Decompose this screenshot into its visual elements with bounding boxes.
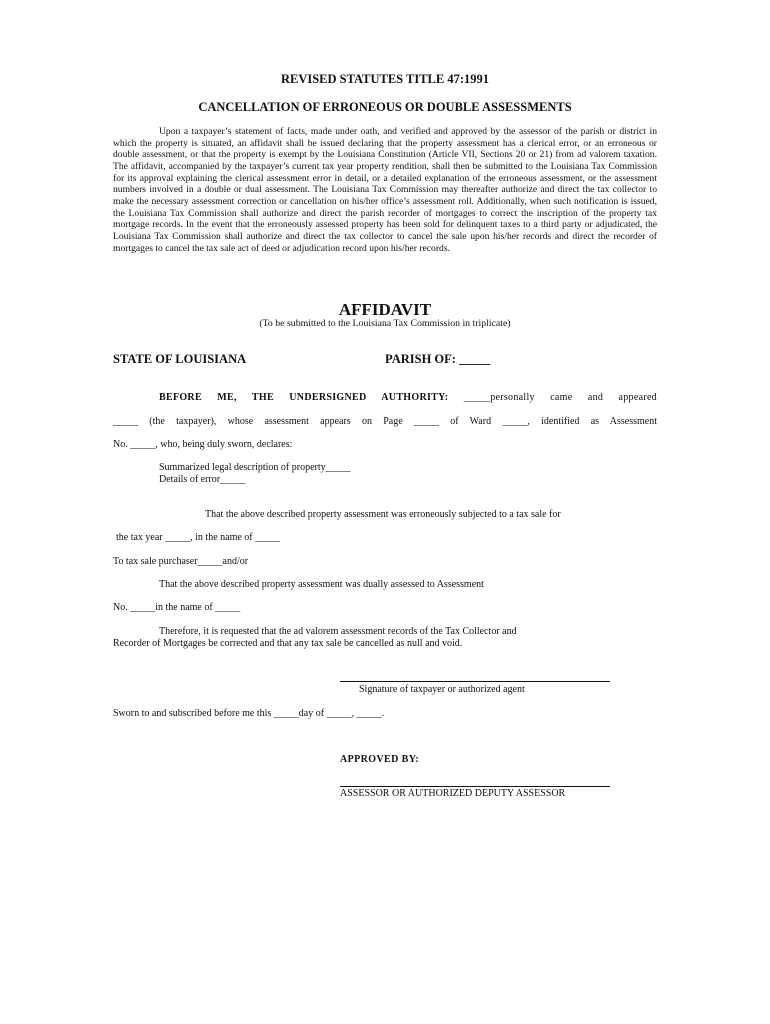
document-subtitle: CANCELLATION OF ERRONEOUS OR DOUBLE ASSESSMENTS <box>198 100 572 114</box>
dual-assessment-no-line: No. _____in the name of _____ <box>113 602 241 613</box>
assessor-signature-line <box>340 786 610 787</box>
affidavit-subtitle: (To be submitted to the Louisiana Tax Commission in triplicate) <box>259 318 511 329</box>
approved-by-label: APPROVED BY: <box>340 754 420 765</box>
before-me-authority: BEFORE ME, THE UNDERSIGNED AUTHORITY: <box>159 392 449 403</box>
sworn-line: Sworn to and subscribed before me this _____day of _____, _____. <box>113 708 385 719</box>
tax-year-line: the tax year _____, in the name of _____ <box>116 532 281 543</box>
taxpayer-signature-label: Signature of taxpayer or authorized agent <box>359 684 525 695</box>
before-me-appeared: _____personally came and appeared <box>448 392 657 403</box>
affidavit-title: AFFIDAVIT <box>338 300 432 319</box>
details-of-error-line: Details of error_____ <box>159 474 246 485</box>
document-title: REVISED STATUTES TITLE 47:1991 <box>280 72 490 86</box>
before-me-line <box>159 392 657 403</box>
no-line: No. _____, who, being duly sworn, declares: <box>113 439 293 450</box>
parish-label: PARISH OF: _____ <box>385 352 491 366</box>
assessor-signature-label: ASSESSOR OR AUTHORIZED DEPUTY ASSESSOR <box>340 788 566 799</box>
tax-sale-line: That the above described property assessment was erroneously subjected to a tax sale for <box>205 509 561 520</box>
intro-paragraph: Upon a taxpayer’s statement of facts, made under oath, and verified and approved by the assessor of the parish or district in which the property is situated, an affidavit shall be issued declaring that the property assessment has a clerical error, or an erroneous or double assessment, or that the property is exempt by the Louisiana Constitution (Article VII, Sections 20 or 21) from ad valorem taxation. The affidavit, accompanied by the taxpayer’s current tax year property rendition, shall then be submitted to the Louisiana Tax Commission for its approval explaining the clerical assessment error in detail, or a detailed explanation of the erroneous assessment, or the assessment numbers involved in a double or dual assessment. The Louisiana Tax Commission may thereafter authorize and direct the tax collector to make the necessary assessment correction or cancellation on his/her office’s assessment roll. Additionally, when such notification is issued, the Louisiana Tax Commission shall authorize and direct the parish recorder of mortgages to correct the inscription of the property tax mortgage records. In the event that the erroneously assessed property has been sold for delinquent taxes to a third party or adjudicated, the Louisiana Tax Commission shall authorize and direct the tax collector to cancel the sale upon his/her records and direct the recorder of mortgages to cancel the tax sale act of deed or adjudication record upon his/her records. <box>113 126 657 254</box>
taxpayer-line: _____ (the taxpayer), whose assessment appears on Page _____ of Ward _____, identified as Assessment <box>113 416 657 427</box>
legal-description-line: Summarized legal description of property_____ <box>159 462 351 473</box>
therefore-line-2: Recorder of Mortgages be corrected and that any tax sale be cancelled as null and void. <box>113 638 463 649</box>
therefore-line-1: Therefore, it is requested that the ad valorem assessment records of the Tax Collector and <box>159 626 517 637</box>
state-label: STATE OF LOUISIANA <box>113 352 247 366</box>
tax-sale-purchaser-line: To tax sale purchaser_____and/or <box>113 556 249 567</box>
taxpayer-signature-line <box>340 681 610 682</box>
dual-assessment-line: That the above described property assessment was dually assessed to Assessment <box>159 579 484 590</box>
